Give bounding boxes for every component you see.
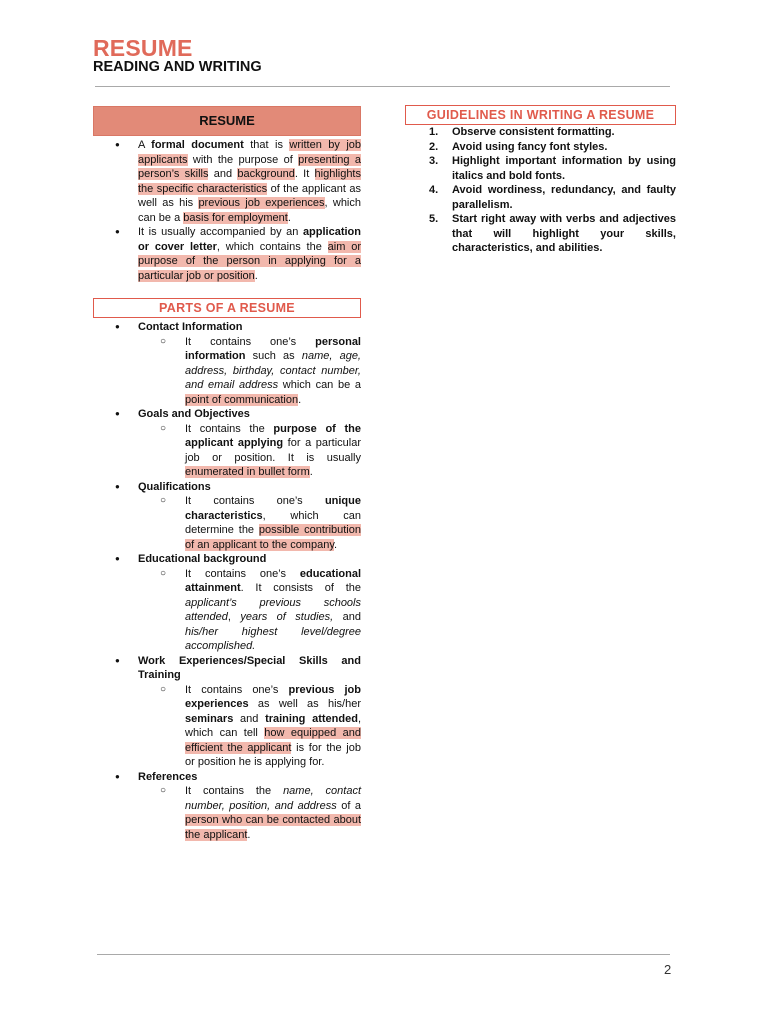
guideline-item: 1. Observe consistent formatting. — [429, 126, 615, 138]
part-description: ○ It contains one’s unique characteristics, which can determine the possible contribution of an applicant to the company. — [138, 494, 361, 552]
right-column — [405, 105, 676, 256]
part-item: ● Qualifications ○ It contains one’s unique characteristics, which can determine the possible contribution of an applicant to the company. — [93, 480, 361, 553]
guidelines-list — [405, 125, 676, 256]
footer-divider — [97, 954, 670, 955]
document-subtitle: READING AND WRITING — [93, 59, 262, 75]
part-description: ○ It contains one’s educational attainment. It consists of the applicant’s previous schools attended, years of studies, and his/her highest level/degree accomplished. — [138, 567, 361, 654]
document-title: RESUME — [93, 35, 193, 61]
guideline-item: 2. Avoid using fancy font styles. — [429, 140, 608, 153]
parts-section-banner: PARTS OF A RESUME — [93, 298, 361, 318]
resume-section-banner: RESUME — [93, 106, 361, 136]
guidelines-section-banner: GUIDELINES IN WRITING A RESUME — [405, 105, 676, 125]
part-description: ○ It contains one’s previous job experiences as well as his/her seminars and training attended, which can tell how equipped and efficient the applicant is for the job or position he is applying for. — [138, 683, 361, 770]
part-description: ○ It contains the purpose of the applicant applying for a particular job or position. It is usually enumerated in bullet form. — [138, 422, 361, 480]
guideline-item: 5. Start right away with verbs and adjectives that will highlight your skills, characteristics, and abilities. — [429, 213, 676, 254]
part-description: ○ It contains the name, contact number, position, and address of a person who can be contacted about the applicant. — [138, 784, 361, 842]
parts-list — [93, 320, 361, 842]
definition-item: ● It is usually accompanied by an application or cover letter, which contains the aim or purpose of the person in applying for a particular job or position. — [93, 225, 361, 283]
part-item: ● References ○ It contains the name, contact number, position, and address of a person who can be contacted about the applicant. — [93, 770, 361, 843]
part-item: ● Educational background ○ It contains one’s educational attainment. It consists of the applicant’s previous schools attended, years of studies, and his/her highest level/degree accomplished. — [93, 552, 361, 654]
guideline-item: 3. Highlight important information by using italics and bold fonts. — [429, 155, 676, 182]
part-description: ○ It contains one’s personal information such as name, age, address, birthday, contact number, and email address which can be a point of communication. — [138, 335, 361, 408]
part-item: ● Goals and Objectives ○ It contains the purpose of the applicant applying for a particular job or position. It is usually enumerated in bullet form. — [93, 407, 361, 480]
part-item: ● Work Experiences/Special Skills and Training ○ It contains one’s previous job experiences as well as his/her seminars and training attended, which can tell how equipped and efficient the applicant is for the job or position he is applying for. — [93, 654, 361, 770]
resume-definition-list — [93, 138, 361, 283]
definition-item: ● A formal document that is written by job applicants with the purpose of presenting a person’s skills and background. It highlights the specific characteristics of the applicant as well as his previous job experiences, which can be a basis for employment. — [93, 138, 361, 225]
page-number: 2 — [664, 962, 672, 977]
guideline-item: 4. Avoid wordiness, redundancy, and faulty parallelism. — [429, 184, 676, 211]
header-divider — [95, 86, 670, 87]
left-column — [93, 106, 361, 842]
part-item: ● Contact Information ○ It contains one’s personal information such as name, age, address, birthday, contact number, and email address which can be a point of communication. — [93, 320, 361, 407]
